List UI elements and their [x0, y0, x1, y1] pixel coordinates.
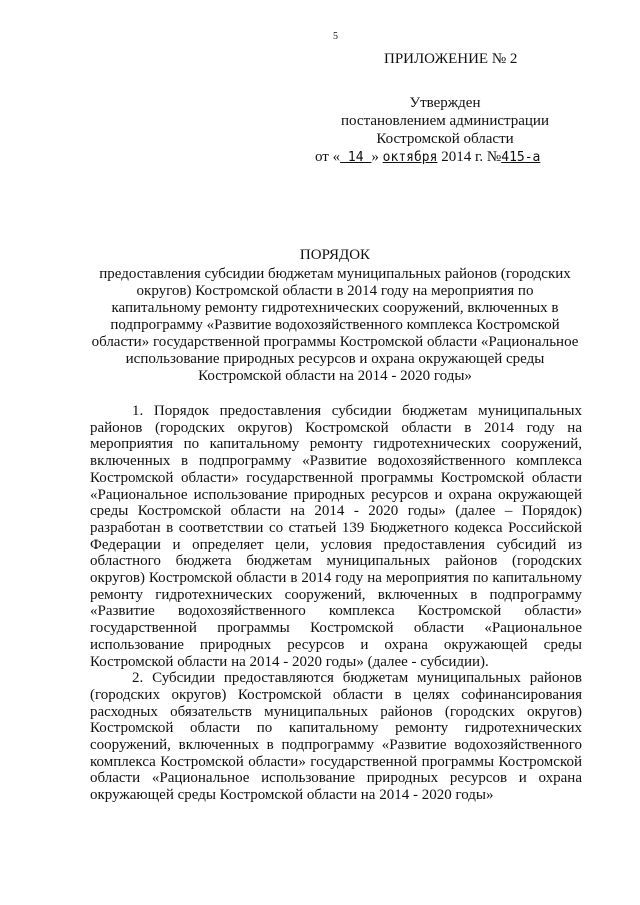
- approval-date-line: [300, 148, 590, 167]
- date-day: 14: [340, 150, 372, 165]
- title-heading: ПОРЯДОК: [299, 247, 371, 263]
- resolution-number: 415-а: [501, 150, 541, 165]
- document-title: [90, 247, 580, 385]
- date-month: октября: [382, 150, 438, 165]
- approval-line-region: Костромской области: [376, 131, 514, 147]
- document-body: [90, 403, 582, 804]
- date-year: 2014 г. №: [437, 149, 502, 165]
- date-mid: »: [371, 149, 383, 165]
- approval-block: [300, 94, 590, 167]
- date-prefix: от «: [315, 149, 341, 165]
- paragraph-2: 2. Субсидии предоставляются бюджетам муниципальных районов (городских округов) Костромской области в целях софинансирования расходных обязательств муниципальных районов (городских округов) Костромской области по капитальному ремонту гидротехнических сооружений, включенных в подпрограмму «Развитие водохозяйственного комплекса Костромской области» государственной программы Костромской области «Рациональное использование природных ресурсов и охрана окружающей среды Костромской области на 2014 - 2020 годы»: [90, 670, 582, 804]
- appendix-label: ПРИЛОЖЕНИЕ № 2: [384, 51, 518, 67]
- paragraph-1: 1. Порядок предоставления субсидии бюджетам муниципальных районов (городских округов) Костромской области в 2014 году на мероприятия по капитальному ремонту гидротехнических сооружений, включенных в подпрограмму «Развитие водохозяйственного комплекса Костромской области» государственной программы Костромской области «Рациональное использование природных ресурсов и охрана окружающей среды Костромской области на 2014 - 2020 годы» (далее – Порядок) разработан в соответствии со статьей 139 Бюджетного кодекса Российской Федерации и определяет цели, условия предоставления субсидий из областного бюджета бюджетам муниципальных районов (городских округов) Костромской области в 2014 году на мероприятия по капитальному ремонту гидротехнических сооружений, включенных в подпрограмму «Развитие водохозяйственного комплекса Костромской области» государственной программы Костромской области «Рациональное использование природных ресурсов и охрана окружающей среды Костромской области на 2014 - 2020 годы» (далее - субсидии).: [90, 403, 582, 670]
- approval-line-approved: Утвержден: [409, 95, 481, 111]
- title-subtitle: предоставления субсидии бюджетам муниципальных районов (городских округов) Костромской области в 2014 году на мероприятия по капитальному ремонту гидротехнических сооружений, включенных в подпрограмму «Развитие водохозяйственного комплекса Костромской области» государственной программы Костромской области «Рациональное использование природных ресурсов и охрана окружающей среды Костромской области на 2014 - 2020 годы»: [91, 266, 579, 384]
- approval-line-resolution: постановлением администрации: [341, 113, 549, 129]
- page-number: 5: [333, 31, 338, 42]
